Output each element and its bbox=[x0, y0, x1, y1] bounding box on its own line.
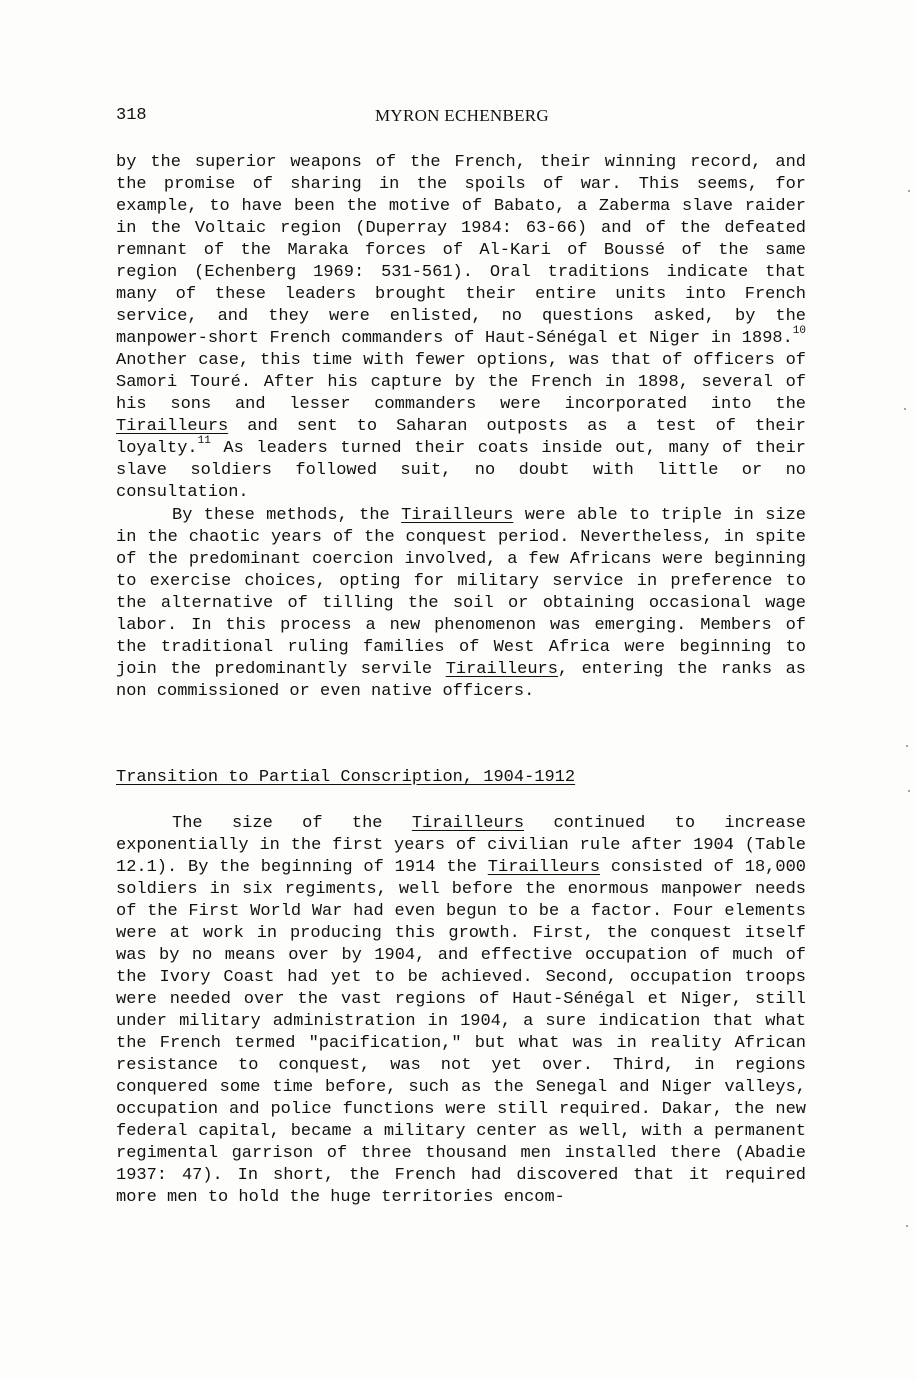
running-head-author: MYRON ECHENBERG bbox=[374, 106, 550, 125]
paragraph-2-part-2: were able to triple in size in the chaotic years of the conquest period. Nevertheless, in spite of the predominant coercion involved, a few Africans were beginning to exercise choices, opting for military service in preference to the alternative of tilling the soil or obtaining occasional wage labor. In this process a new phenomenon was emerging. Members of the traditional ruling families of West Africa were beginning to join the predominantly servile bbox=[116, 506, 807, 679]
scan-speck bbox=[906, 1225, 908, 1227]
footnote-ref-10: 10 bbox=[792, 325, 806, 338]
scan-speck bbox=[908, 190, 910, 192]
paragraph-1-part-4: As leaders turned their coats inside out, many of their slave soldiers followed suit, no doubt with little or no consultation. bbox=[116, 439, 806, 502]
paragraph-2-part-1: By these methods, the bbox=[172, 506, 402, 525]
emphasis-tirailleurs: Tirailleurs bbox=[445, 660, 558, 679]
page-number: 318 bbox=[116, 106, 147, 125]
emphasis-tirailleurs: Tirailleurs bbox=[411, 814, 525, 833]
emphasis-tirailleurs: Tirailleurs bbox=[487, 858, 601, 877]
emphasis-tirailleurs: Tirailleurs bbox=[401, 506, 514, 525]
paragraph-1-part-1: by the superior weapons of the French, their winning record, and the promise of sharing in the spoils of war. This seems, for example, to have been the motive of Babato, a Zaberma slave raider in the Voltaic region (Duperray 1984: 63-66) and of the defeated remnant of the Maraka forces of Al-Kari of Boussé of the same region (Echenberg 1969: 531-561). Oral traditions indicate that many of these leaders brought their entire units into French service, and they were enlisted, no questions asked, by the manpower-short French commanders of Haut-Sénégal et Niger in 1898. bbox=[116, 153, 806, 348]
paragraph-3-text bbox=[116, 813, 806, 1209]
paragraph-1-part-2: Another case, this time with fewer options, was that of officers of Samori Touré. After his capture by the French in 1898, several of his sons and lesser commanders were incorporated into the bbox=[116, 351, 806, 414]
paragraph-2-text bbox=[116, 505, 806, 703]
paragraph-2 bbox=[116, 505, 806, 703]
section-heading: Transition to Partial Conscription, 1904-1912 bbox=[116, 768, 576, 787]
paragraph-1-part-3: and sent to Saharan outposts as a test of their loyalty. bbox=[116, 417, 806, 458]
paragraph-1 bbox=[116, 152, 806, 504]
scan-speck bbox=[906, 745, 908, 747]
footnote-ref-11: 11 bbox=[197, 435, 211, 448]
paragraph-3-part-3: consisted of 18,000 soldiers in six regiments, well before the enormous manpower needs of the First World War had even begun to be a factor. Four elements were at work in producing this growth. First, the conquest itself was by no means over by 1904, and effective occupation of much of the Ivory Coast had yet to be achieved. Second, occupation troops were needed over the vast regions of Haut-Sénégal et Niger, still under military administration in 1904, a sure indication that what the French termed "pacification," but what was in reality African resistance to conquest, was not yet over. Third, in regions conquered some time before, such as the Senegal and Niger valleys, occupation and police functions were still required. Dakar, the new federal capital, became a military center as well, with a permanent regimental garrison of three thousand men installed there (Abadie 1937: 47). In short, the French had discovered that it required more men to hold the huge territories encom- bbox=[116, 858, 806, 1207]
paragraph-3-part-2: continued to increase exponentially in the first years of civilian rule after 1904 (Table 12.1). By the beginning of 1914 the bbox=[116, 814, 807, 877]
scan-speck bbox=[904, 408, 906, 410]
paragraph-3 bbox=[116, 813, 806, 1209]
running-header bbox=[116, 106, 808, 130]
paragraph-2-part-3: , entering the ranks as non commissioned or even native officers. bbox=[116, 660, 806, 701]
emphasis-tirailleurs: Tirailleurs bbox=[116, 417, 229, 436]
scan-speck bbox=[908, 790, 910, 792]
paragraph-1-text bbox=[116, 152, 806, 504]
paragraph-3-part-1: The size of the bbox=[172, 814, 412, 833]
